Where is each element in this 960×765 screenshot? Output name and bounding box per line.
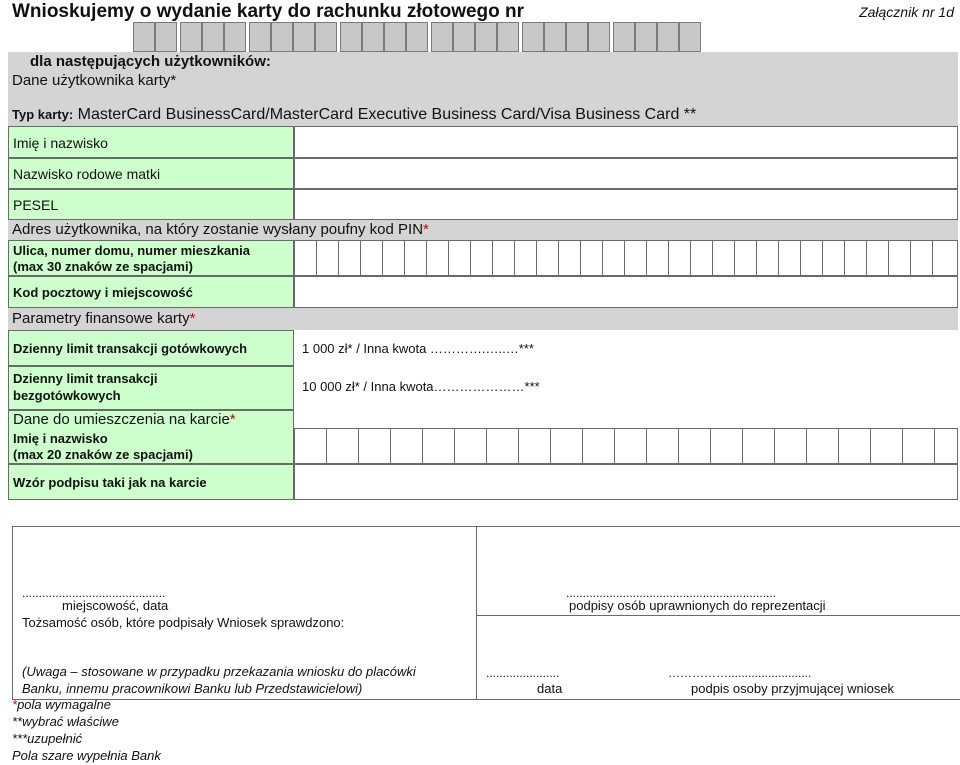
account-number-field[interactable]: [133, 22, 701, 52]
required-star: *: [170, 72, 177, 89]
account-digit[interactable]: [315, 22, 337, 52]
financial-heading: [12, 310, 195, 327]
account-digit[interactable]: [271, 22, 293, 52]
account-digit[interactable]: [544, 22, 566, 52]
name-label: Imię i nazwisko: [13, 135, 108, 151]
cash-limit-label: Dzienny limit transakcji gotówkowych: [13, 341, 248, 356]
account-digit[interactable]: [588, 22, 610, 52]
account-digit[interactable]: [406, 22, 428, 52]
authorized-dots: ...............................................................: [566, 586, 777, 600]
account-digit[interactable]: [453, 22, 475, 52]
footnote-fill: ***uzupełnić: [12, 731, 83, 746]
card-name-label-2: (max 20 znaków ze spacjami): [13, 447, 193, 462]
street-label-1: Ulica, numer domu, numer mieszkania: [13, 243, 250, 258]
account-digit[interactable]: [362, 22, 384, 52]
pesel-input[interactable]: [294, 189, 958, 220]
account-digit[interactable]: [497, 22, 519, 52]
card-print-heading-text: Dane do umieszczenia na karcie: [13, 411, 230, 428]
financial-heading-text: Parametry finansowe karty: [12, 310, 190, 327]
account-digit[interactable]: [133, 22, 155, 52]
date-label: data: [537, 681, 563, 696]
account-digit[interactable]: [613, 22, 635, 52]
account-digit[interactable]: [249, 22, 271, 52]
cash-limit-label-cell: [8, 330, 294, 366]
account-digit[interactable]: [657, 22, 679, 52]
postal-label-cell: [8, 276, 294, 308]
name-input[interactable]: [294, 126, 958, 158]
date-dots: ......................: [486, 666, 560, 680]
card-name-label-1: Imię i nazwisko: [13, 431, 108, 446]
account-digit[interactable]: [679, 22, 701, 52]
annex-label: Załącznik nr 1d: [859, 4, 954, 20]
user-data-heading: [12, 72, 176, 89]
place-date-dots: ...........................................: [22, 586, 166, 600]
account-digit[interactable]: [522, 22, 544, 52]
account-digit[interactable]: [202, 22, 224, 52]
signature-input[interactable]: [294, 464, 958, 500]
pin-address-heading-band: [8, 220, 958, 240]
noncash-limit-value[interactable]: 10 000 zł* / Inna kwota…………………***: [302, 379, 540, 394]
mother-input[interactable]: [294, 158, 958, 189]
card-type-label: Typ karty:: [12, 107, 74, 122]
account-digit[interactable]: [384, 22, 406, 52]
pesel-label: PESEL: [13, 197, 59, 213]
postal-label: Kod pocztowy i miejscowość: [13, 285, 193, 300]
footnote-required: [12, 697, 111, 712]
account-digit[interactable]: [180, 22, 202, 52]
place-date-label: miejscowość, data: [62, 598, 169, 613]
noncash-limit-label-2: bezgotówkowych: [13, 388, 121, 403]
street-label-2: (max 30 znaków ze spacjami): [13, 259, 193, 274]
footnote-required-text: pola wymagalne: [17, 697, 112, 712]
account-digit[interactable]: [431, 22, 453, 52]
signature-label-cell: [8, 464, 294, 500]
noncash-limit-label-cell: [8, 366, 294, 410]
required-star: *: [229, 411, 236, 428]
receiver-label: podpis osoby przyjmującej wniosek: [691, 681, 895, 696]
required-star: *: [12, 697, 18, 712]
for-users-label: dla następujących użytkowników:: [30, 53, 271, 70]
account-digit[interactable]: [566, 22, 588, 52]
card-type-value[interactable]: MasterCard BusinessCard/MasterCard Executive Business Card/Visa Business Card **: [77, 106, 697, 123]
card-print-heading: [13, 411, 236, 428]
account-digit[interactable]: [475, 22, 497, 52]
account-digit[interactable]: [340, 22, 362, 52]
receiver-dots: …………….........................: [668, 666, 812, 680]
card-print-cell: [8, 410, 294, 464]
pesel-label-cell: [8, 189, 294, 220]
user-data-text: Dane użytkownika karty: [12, 72, 171, 89]
card-type-row: [12, 106, 696, 124]
account-digit[interactable]: [155, 22, 177, 52]
required-star: *: [189, 310, 196, 327]
note-line-2: Banku, innemu pracownikowi Banku lub Przedstawicielowi): [22, 681, 363, 696]
cash-limit-value[interactable]: 1 000 zł* / Inna kwota ………….…..…***: [302, 341, 534, 356]
signature-label: Wzór podpisu taki jak na karcie: [13, 475, 207, 490]
footnote-gray: Pola szare wypełnia Bank: [12, 748, 161, 763]
note-line-1: (Uwaga – stosowane w przypadku przekazania wniosku do placówki: [22, 664, 416, 679]
account-digit[interactable]: [224, 22, 246, 52]
noncash-limit-label-1: Dzienny limit transakcji: [13, 371, 158, 386]
account-digit[interactable]: [635, 22, 657, 52]
authorized-label: podpisy osób uprawnionych do reprezentacji: [569, 598, 826, 613]
account-digit[interactable]: [293, 22, 315, 52]
pin-address-heading: [12, 221, 429, 238]
footnote-choose: **wybrać właściwe: [12, 714, 119, 729]
required-star: *: [423, 221, 429, 238]
page-title: Wnioskujemy o wydanie karty do rachunku złotowego nr: [12, 1, 525, 22]
name-label-cell: [8, 126, 294, 158]
pin-address-heading-text: Adres użytkownika, na który zostanie wysłany poufny kod PIN: [12, 221, 424, 238]
mother-label: Nazwisko rodowe matki: [13, 166, 161, 182]
card-name-input[interactable]: [294, 428, 958, 464]
street-input[interactable]: [294, 240, 958, 276]
verified-label: Tożsamość osób, które podpisały Wniosek sprawdzono:: [22, 615, 345, 630]
mother-label-cell: [8, 158, 294, 189]
postal-input[interactable]: [294, 276, 958, 308]
street-label-cell: [8, 240, 294, 276]
financial-heading-band: [8, 308, 958, 330]
